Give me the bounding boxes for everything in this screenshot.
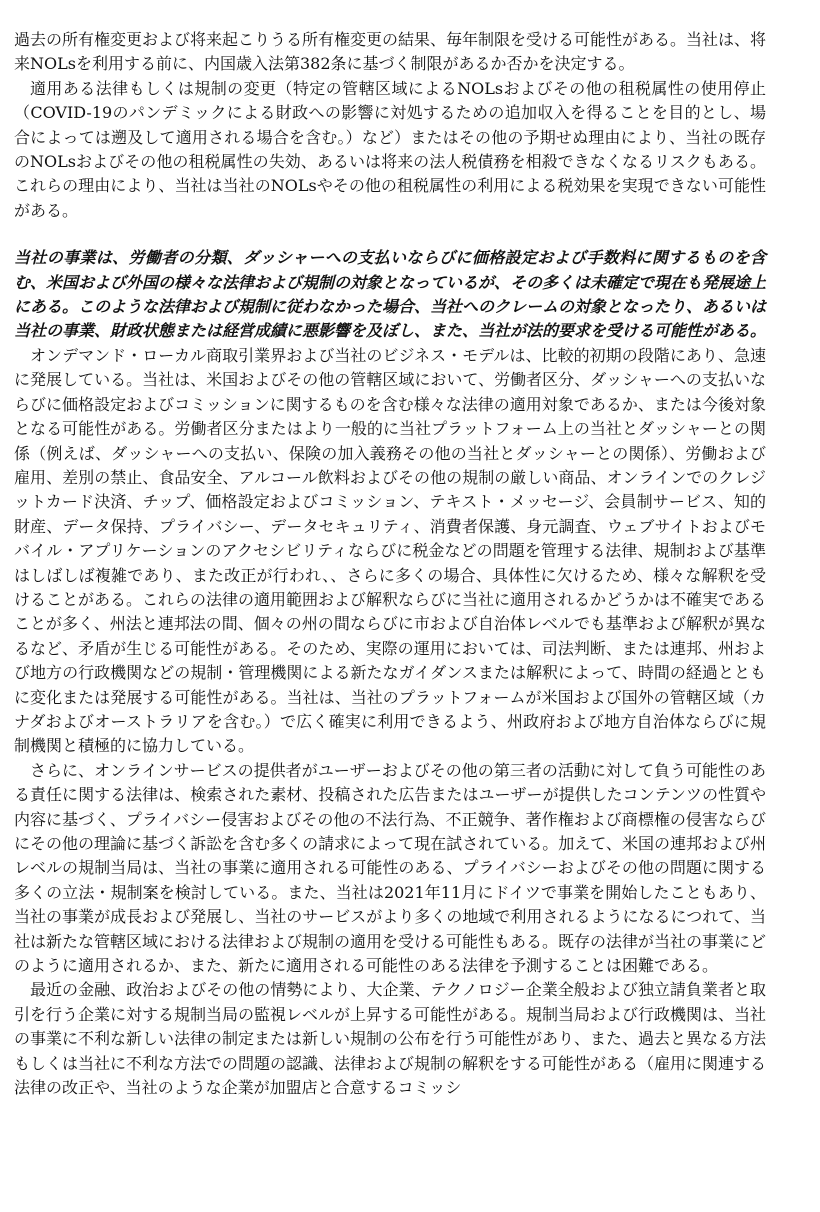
paragraph-online-liability: さらに、オンラインサービスの提供者がユーザーおよびその他の第三者の活動に対して負う可能性のある責任に関する法律は、検索された素材、投稿された広告またはユーザーが提供したコンテンツの性質や内容に基づく、プライバシー侵害およびその他の不法行為、不正競争、著作権および商標権の侵害ならびにその他の理論に基づく訴訟を含む多くの請求によって現在試されている。加えて、米国の連邦および州レベルの規制当局は、当社の事業に適用される可能性のある、プライバシーおよびその他の問題に関する多くの立法・規制案を検討している。また、当社は2021年11月にドイツで事業を開始したこともあり、当社の事業が成長および発展し、当社のサービスがより多くの地域で利用されるようになるにつれて、当社は新たな管轄区域における法律および規制の適用を受ける可能性もある。既存の法律が当社の事業にどのように適用されるか、また、新たに適用される可能性のある法律を予測することは困難である。 [14, 760, 767, 976]
paragraph-business-model-laws: オンデマンド・ローカル商取引業界および当社のビジネス・モデルは、比較的初期の段階にあり、急速に発展している。当社は、米国およびその他の管轄区域において、労働者区分、ダッシャーへの支払いならびに価格設定およびコミッションに関するものを含む様々な法律の適用対象であるか、または今後対象となる可能性がある。労働者区分またはより一般的に当社プラットフォーム上の当社とダッシャーとの関係（例えば、ダッシャーへの支払い、保険の加入義務その他の当社とダッシャーとの関係）、労働および雇用、差別の禁止、食品安全、アルコール飲料およびその他の規制の厳しい商品、オンラインでのクレジットカード決済、チップ、価格設定およびコミッション、テキスト・メッセージ、会員制サービス、知的財産、データ保持、プライバシー、データセキュリティ、消費者保護、身元調査、ウェブサイトおよびモバイル・アプリケーションのアクセシビリティならびに税金などの問題を管理する法律、規制および基準はしばしば複雑であり、また改正が行われ、、さらに多くの場合、具体性に欠けるため、様々な解釈を受けることがある。これらの法律の適用範囲および解釈ならびに当社に適用されるかどうかは不確実であることが多く、州法と連邦法の間、個々の州の間ならびに市および自治体レベルでも基準および解釈が異なるなど、矛盾が生じる可能性がある。そのため、実際の運用においては、司法判断、または連邦、州および地方の行政機関などの規制・管理機関による新たなガイダンスまたは解釈によって、時間の経過とともに変化または発展する可能性がある。当社は、当社のプラットフォームが米国および国外の管轄区域（カナダおよびオーストラリアを含む。）で広く確実に利用できるよう、州政府および地方自治体ならびに規制機関と積極的に協力している。 [14, 345, 767, 756]
paragraph-ownership-limits: 過去の所有権変更および将来起こりうる所有権変更の結果、毎年制限を受ける可能性がある。当社は、将来NOLsを利用する前に、内国歳入法第382条に基づく制限があるか否かを決定する。 [14, 30, 767, 74]
risk-factor-heading: 当社の事業は、労働者の分類、ダッシャーへの支払いならびに価格設定および手数料に関するものを含む、米国および外国の様々な法律および規制の対象となっているが、その多くは未確定で現在も発展途上にある。このような法律および規制に従わなかった場合、当社へのクレームの対象となったり、あるいは当社の事業、財政状態または経営成績に悪影響を及ぼし、また、当社が法的要求を受ける可能性がある。 [14, 248, 767, 341]
paragraph-regulatory-changes: 適用ある法律もしくは規制の変更（特定の管轄区域によるNOLsおよびその他の租税属性の使用停止（COVID-19のパンデミックによる財政への影響に対処するための追加収入を得ることを目的とし、場合によっては遡及して適用される場合を含む。）など）またはその他の予期せぬ理由により、当社の既存のNOLsおよびその他の租税属性の失効、あるいは将来の法人税債務を相殺できなくなるリスクもある。これらの理由により、当社は当社のNOLsやその他の租税属性の利用による税効果を実現できない可能性がある。 [14, 78, 766, 220]
paragraph-regulatory-scrutiny: 最近の金融、政治およびその他の情勢により、大企業、テクノロジー企業全般および独立請負業者と取引を行う企業に対する規制当局の監視レベルが上昇する可能性がある。規制当局および行政機関は、当社の事業に不利な新しい法律の制定または新しい規制の公布を行う可能性があり、また、過去と異なる方法もしくは当社に不利な方法での問題の認識、法律および規制の解釈をする可能性がある（雇用に関連する法律の改正や、当社のような企業が加盟店と合意するコミッシ [14, 980, 767, 1098]
document-page [14, 28, 766, 1100]
